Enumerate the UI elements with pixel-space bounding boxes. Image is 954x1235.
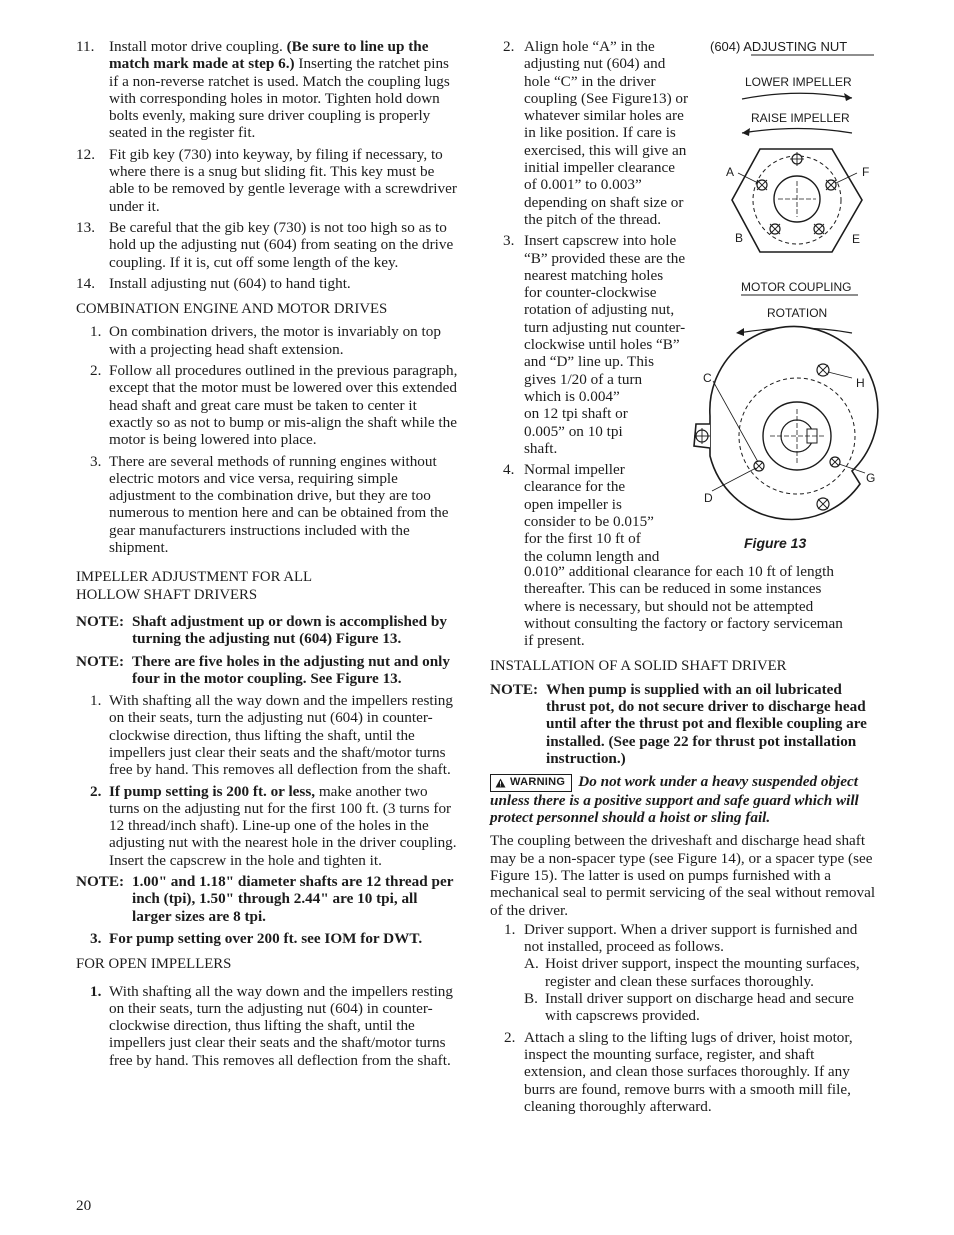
- list-item: [76, 453, 460, 557]
- raise-impeller-label: RAISE IMPELLER: [751, 111, 850, 125]
- note-label: NOTE:: [76, 652, 125, 670]
- note-text: Shaft adjustment up or down is accomplished by turning the adjusting nut (604) Figure 13.: [132, 612, 447, 648]
- item-text: Normal impeller clearance for the open impeller is consider to be 0.015” for the first 10 ft of the column length and: [524, 461, 660, 565]
- list-item: [76, 362, 460, 448]
- motor-coupling-diagram: [694, 326, 878, 519]
- list-item: [76, 323, 460, 358]
- item-number: A.: [524, 955, 539, 973]
- paragraph: The coupling between the driveshaft and discharge head shaft may be a non-spacer type (see Figure 14), or a spacer type (see Figure 15). The latter is used on pumps furnished with a mechanical seal to permit servicing of the seal without removal of the driver.: [490, 832, 876, 919]
- motor-coupling-label: MOTOR COUPLING: [741, 280, 852, 294]
- lower-impeller-label: LOWER IMPELLER: [745, 75, 852, 89]
- item-text: Be careful that the gib key (730) is not too high so as to hold up the adjusting nut (604) from seating on the drive coupling. If it is, cut off some length of the key.: [109, 218, 454, 271]
- page-number: 20: [76, 1197, 92, 1214]
- hole-label-e: E: [852, 232, 861, 246]
- figure-caption: Figure 13: [744, 535, 807, 551]
- list-item: [490, 1029, 880, 1115]
- warning-text: Do not work under a heavy suspended object unless there is a positive support and safe guard which will protect personnel should a hoist or sling fail.: [490, 773, 859, 827]
- hole-label-f: F: [862, 165, 870, 179]
- list-item: [76, 38, 460, 142]
- item-text: With shafting all the way down and the impellers resting on their seats, turn the adjusting nut (604) in counter-clockwise direction, thus lifting the shaft, until the impellers just clear their seats and the shaft/motor turns free by hand. This removes all deflection from the shaft.: [109, 692, 453, 779]
- section-heading: IMPELLER ADJUSTMENT FOR ALL HOLLOW SHAFT DRIVERS: [76, 569, 313, 603]
- item-number: 11.: [76, 38, 95, 55]
- item-number: 1.: [90, 982, 102, 1000]
- warning-badge: WARNING: [490, 774, 572, 792]
- note-label: NOTE:: [490, 680, 539, 698]
- item-text: Align hole “A” in the adjusting nut (604) and hole “C” in the driver coupling (See Figure13) or whatever similar holes are in like position. If care is exercised, this will give an initial impeller clearance of 0.001” to 0.003” depending on shaft size or the pitch of the thread.: [524, 38, 689, 228]
- arrowhead-icon: [736, 328, 744, 336]
- item-text: For pump setting over 200 ft. see IOM for DWT.: [109, 929, 423, 947]
- item-number: 2.: [90, 362, 102, 380]
- item-continuation: 0.010” additional clearance for each 10 ft of length thereafter. This can be reduced in some instances where is necessary, but should not be attempted without consulting the factory or factory serviceman if present.: [524, 563, 843, 650]
- list-item: [76, 983, 460, 1069]
- list-item: [76, 275, 460, 292]
- list-item: [490, 955, 880, 990]
- item-number: 3.: [90, 929, 102, 947]
- item-text: Install adjusting nut (604) to hand tight.: [109, 274, 351, 292]
- section-heading: COMBINATION ENGINE AND MOTOR DRIVES: [76, 301, 388, 318]
- item-text: Hoist driver support, inspect the mounting surfaces, register and clean these surfaces thoroughly.: [545, 955, 860, 990]
- item-text: Driver support. When a driver support is furnished and not installed, proceed as follows.: [524, 920, 858, 956]
- item-text: Follow all procedures outlined in the previous paragraph, except that the motor must be lowered over this extended head shaft and great care must be taken to center it exactly so as not to bump or mis-align the shaft while the motor is being lowered into place.: [109, 362, 458, 449]
- arrowhead-icon: [844, 93, 852, 101]
- hole-label-b: B: [735, 231, 744, 245]
- section-heading: FOR OPEN IMPELLERS: [76, 956, 232, 973]
- note-text: There are five holes in the adjusting nut and only four in the motor coupling. See Figure 13.: [132, 652, 450, 687]
- item-text: Attach a sling to the lifting lugs of driver, hoist motor, inspect the mounting surface, register, and shaft extension, and clean those surfaces thoroughly. If any burrs are found, remove burrs with a smooth mill file, cleaning thoroughly afterward.: [524, 1028, 853, 1115]
- item-text: On combination drivers, the motor is invariably on top with a projecting head shaft extension.: [109, 323, 441, 358]
- list-item: [76, 783, 460, 869]
- list-item: [490, 990, 880, 1025]
- item-text: There are several methods of running engines without electric motors and vice versa, requiring simple adjustment to the combination drive, but they are too numerous to mention here and can be obtained from the gear manufacturers instructions included with the shipment.: [109, 452, 449, 557]
- hole-label-h: H: [856, 376, 865, 390]
- item-number: 1.: [504, 920, 516, 938]
- item-number: 2.: [90, 782, 102, 800]
- item-number: 2.: [504, 1028, 516, 1046]
- adjusting-nut-label: (604) ADJUSTING NUT: [710, 39, 848, 54]
- item-number: 14.: [76, 274, 95, 292]
- hole-label-d: D: [704, 491, 713, 505]
- list-item: [76, 219, 460, 271]
- note: [490, 681, 880, 767]
- figure-13: [680, 36, 890, 560]
- item-text: Insert capscrew into hole “B” provided these are the nearest matching holes for counter-clockwise rotation of adjusting nut, turn adjusting nut counter- clockwise until holes “B” and “D” line up. This gives 1/20 of a turn which is 0.004” on 12 tpi shaft or 0.005” on 10 tpi shaft.: [524, 232, 686, 457]
- adjusting-nut-diagram: [732, 149, 862, 252]
- hole-label-c: C: [703, 371, 712, 385]
- item-text: Install driver support on discharge head and secure with capscrews provided.: [545, 990, 854, 1025]
- note-text: 1.00" and 1.18" diameter shafts are 12 thread per inch (tpi), 1.50" through 2.44" are 10 tpi, all larger sizes are 8 tpi.: [132, 873, 454, 925]
- raise-arrow: [742, 129, 852, 134]
- item-number: 1.: [90, 323, 102, 341]
- note-label: NOTE:: [76, 612, 125, 630]
- rotation-label: ROTATION: [767, 306, 828, 320]
- item-text: If pump setting is 200 ft. or less, make another two turns on the adjusting nut for the first 100 ft. (3 turns for 12 thread/inch shaft). Line-up one of the holes in the adjusting nut with the nearest hole in the driver coupling. Insert the capscrew in the hole and tighten it.: [109, 782, 457, 869]
- arrowhead-icon: [742, 128, 750, 136]
- item-number: 4.: [503, 461, 515, 479]
- item-number: B.: [524, 990, 538, 1008]
- item-text: Fit gib key (730) into keyway, by filing if necessary, to where there is a snug but sliding fit. This key must be able to be removed by gentle leverage with a screwdriver under it.: [109, 145, 457, 215]
- list-item: [76, 930, 460, 947]
- note: [76, 653, 460, 688]
- item-number: 3.: [90, 452, 102, 470]
- list-item: [490, 921, 880, 956]
- item-number: 2.: [503, 38, 515, 55]
- note: [76, 613, 460, 648]
- right-column-bottom: [490, 563, 880, 1115]
- hole-label-a: A: [726, 165, 735, 179]
- item-number: 13.: [76, 218, 95, 236]
- item-number: 12.: [76, 145, 95, 163]
- left-column: [76, 38, 460, 1069]
- section-heading: INSTALLATION OF A SOLID SHAFT DRIVER: [490, 658, 787, 675]
- note-text: When pump is supplied with an oil lubricated thrust pot, do not secure driver to discharge head until after the thrust pot and flexible coupling are installed. (See page 22 for thrust pot installation instruction.): [546, 680, 867, 767]
- warning-block: [490, 773, 880, 826]
- list-item: [76, 692, 460, 778]
- note-label: NOTE:: [76, 873, 125, 891]
- item-number: 1.: [90, 692, 102, 710]
- item-text: Install motor drive coupling. (Be sure to line up the match mark made at step 6.) Inserting the ratchet pins if a non-reverse ratchet is used. Match the coupling lugs with corresponding holes in motor. Tighten hold down bolts evenly, making sure driver coupling is properly seated in the register fit.: [109, 38, 450, 142]
- warning-icon: [495, 778, 506, 788]
- list-item: [76, 146, 460, 215]
- item-number: 3.: [503, 232, 515, 250]
- hole-label-g: G: [866, 471, 876, 485]
- item-text: With shafting all the way down and the impellers resting on their seats, turn the adjusting nut (604) in counter-clockwise direction, thus lifting the shaft, until the impellers just clear their seats and the shaft/motor turns free by hand. This removes all deflection from the shaft.: [109, 982, 453, 1069]
- note: [76, 873, 460, 925]
- lower-arrow: [742, 93, 852, 99]
